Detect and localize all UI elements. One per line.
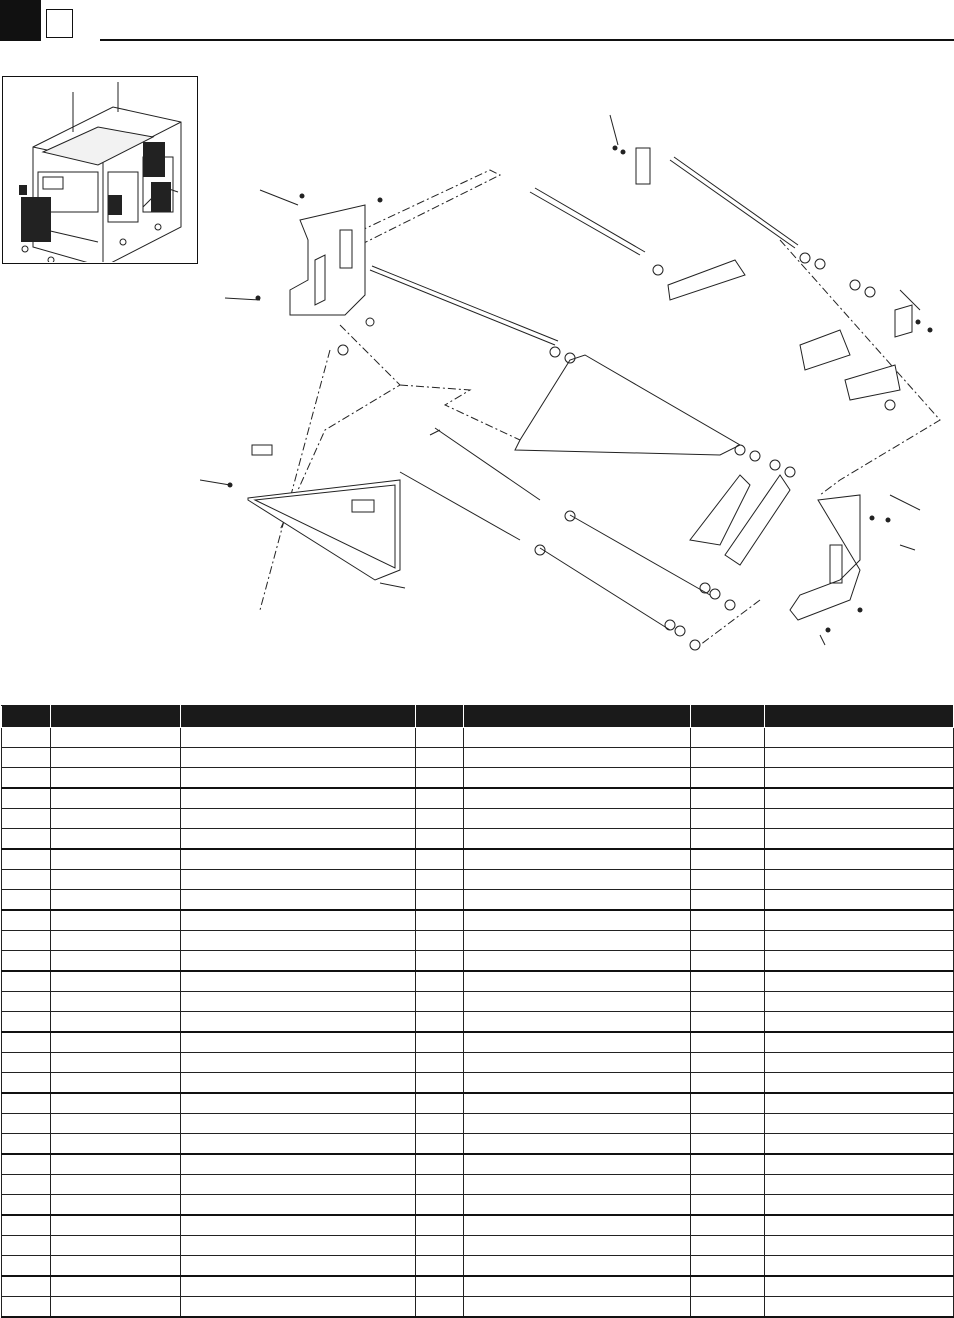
table-cell	[2, 1256, 51, 1277]
table-cell	[765, 1134, 954, 1155]
table-cell	[765, 992, 954, 1012]
table-cell	[181, 870, 416, 890]
machine-thumbnail	[2, 76, 198, 264]
table-cell	[2, 1134, 51, 1155]
table-cell	[416, 1195, 464, 1216]
table-cell	[2, 1154, 51, 1175]
table-cell	[765, 1236, 954, 1256]
table-cell	[464, 951, 691, 972]
table-cell	[691, 788, 765, 809]
table-cell	[464, 890, 691, 911]
table-cell	[765, 829, 954, 850]
table-cell	[51, 1297, 181, 1318]
table-cell	[691, 1073, 765, 1094]
table-cell	[51, 1073, 181, 1094]
table-cell	[416, 1297, 464, 1318]
table-cell	[765, 809, 954, 829]
table-cell	[765, 1114, 954, 1134]
table-cell	[691, 1154, 765, 1175]
table-cell	[765, 728, 954, 748]
table-cell	[416, 1032, 464, 1053]
table-cell	[416, 890, 464, 911]
table-cell	[416, 1134, 464, 1155]
table-cell	[691, 1134, 765, 1155]
table-cell	[691, 849, 765, 870]
table-row	[2, 1032, 954, 1053]
table-row	[2, 849, 954, 870]
table-cell	[51, 809, 181, 829]
table-cell	[416, 992, 464, 1012]
table-cell	[691, 809, 765, 829]
column-header	[181, 706, 416, 728]
table-cell	[416, 788, 464, 809]
table-cell	[765, 910, 954, 931]
table-row	[2, 809, 954, 829]
table-cell	[464, 768, 691, 789]
table-cell	[416, 951, 464, 972]
table-cell	[691, 829, 765, 850]
column-header	[2, 706, 51, 728]
parts-table-body	[2, 728, 954, 1318]
table-row	[2, 1073, 954, 1094]
table-cell	[464, 992, 691, 1012]
table-row	[2, 829, 954, 850]
table-cell	[691, 931, 765, 951]
table-cell	[181, 1134, 416, 1155]
table-cell	[464, 1073, 691, 1094]
table-cell	[2, 829, 51, 850]
table-cell	[691, 1215, 765, 1236]
table-row	[2, 971, 954, 992]
table-cell	[181, 829, 416, 850]
table-cell	[416, 1154, 464, 1175]
table-cell	[464, 1297, 691, 1318]
table-cell	[51, 971, 181, 992]
table-cell	[691, 1276, 765, 1297]
column-header	[464, 706, 691, 728]
table-cell	[2, 728, 51, 748]
table-cell	[51, 931, 181, 951]
table-cell	[2, 992, 51, 1012]
table-cell	[181, 768, 416, 789]
table-cell	[416, 1012, 464, 1033]
table-cell	[691, 1175, 765, 1195]
table-cell	[691, 1236, 765, 1256]
table-row	[2, 1154, 954, 1175]
table-row	[2, 1012, 954, 1033]
table-cell	[416, 829, 464, 850]
table-cell	[691, 971, 765, 992]
table-cell	[51, 1154, 181, 1175]
table-cell	[416, 931, 464, 951]
table-cell	[181, 931, 416, 951]
table-row	[2, 788, 954, 809]
table-cell	[2, 1175, 51, 1195]
table-cell	[181, 1032, 416, 1053]
table-cell	[464, 788, 691, 809]
table-cell	[2, 1114, 51, 1134]
table-cell	[691, 768, 765, 789]
table-row	[2, 768, 954, 789]
table-row	[2, 1256, 954, 1277]
table-row	[2, 890, 954, 911]
table-cell	[51, 768, 181, 789]
table-cell	[51, 870, 181, 890]
table-cell	[181, 1297, 416, 1318]
table-cell	[181, 788, 416, 809]
table-cell	[181, 1073, 416, 1094]
table-cell	[181, 1195, 416, 1216]
table-cell	[181, 1154, 416, 1175]
table-cell	[181, 728, 416, 748]
table-row	[2, 1297, 954, 1318]
table-cell	[464, 1053, 691, 1073]
table-cell	[416, 1175, 464, 1195]
table-cell	[2, 849, 51, 870]
table-cell	[2, 748, 51, 768]
table-cell	[51, 951, 181, 972]
column-header	[51, 706, 181, 728]
table-cell	[691, 870, 765, 890]
table-cell	[51, 1032, 181, 1053]
table-cell	[765, 748, 954, 768]
table-cell	[51, 890, 181, 911]
table-cell	[765, 849, 954, 870]
table-cell	[691, 1012, 765, 1033]
table-cell	[464, 1154, 691, 1175]
table-cell	[691, 1053, 765, 1073]
table-cell	[51, 1256, 181, 1277]
table-cell	[691, 1256, 765, 1277]
table-cell	[51, 728, 181, 748]
table-cell	[416, 1053, 464, 1073]
table-cell	[464, 1236, 691, 1256]
table-cell	[464, 1215, 691, 1236]
table-cell	[2, 1073, 51, 1094]
table-cell	[2, 971, 51, 992]
table-cell	[765, 1276, 954, 1297]
table-cell	[765, 890, 954, 911]
table-cell	[691, 1195, 765, 1216]
table-cell	[464, 1032, 691, 1053]
table-cell	[416, 1114, 464, 1134]
table-row	[2, 1215, 954, 1236]
table-cell	[181, 849, 416, 870]
table-cell	[464, 1114, 691, 1134]
column-header	[765, 706, 954, 728]
table-cell	[464, 809, 691, 829]
table-cell	[51, 1093, 181, 1114]
table-cell	[464, 971, 691, 992]
table-cell	[51, 1053, 181, 1073]
table-cell	[181, 992, 416, 1012]
table-cell	[765, 1215, 954, 1236]
table-cell	[51, 1175, 181, 1195]
table-cell	[691, 1297, 765, 1318]
table-cell	[2, 890, 51, 911]
table-cell	[181, 1175, 416, 1195]
table-cell	[464, 1134, 691, 1155]
table-row	[2, 931, 954, 951]
table-cell	[51, 788, 181, 809]
section-number-box	[46, 9, 73, 38]
table-cell	[691, 910, 765, 931]
table-cell	[181, 1215, 416, 1236]
table-row	[2, 992, 954, 1012]
table-cell	[2, 768, 51, 789]
table-cell	[181, 1114, 416, 1134]
table-cell	[765, 1256, 954, 1277]
table-row	[2, 1134, 954, 1155]
table-cell	[765, 951, 954, 972]
table-cell	[2, 951, 51, 972]
table-cell	[416, 1093, 464, 1114]
table-cell	[2, 870, 51, 890]
table-cell	[765, 870, 954, 890]
table-cell	[181, 951, 416, 972]
table-cell	[464, 748, 691, 768]
column-header	[691, 706, 765, 728]
table-cell	[181, 1012, 416, 1033]
table-cell	[2, 1297, 51, 1318]
table-cell	[416, 768, 464, 789]
table-row	[2, 748, 954, 768]
table-cell	[691, 748, 765, 768]
table-cell	[691, 1093, 765, 1114]
table-row	[2, 1093, 954, 1114]
table-cell	[765, 1154, 954, 1175]
table-cell	[464, 910, 691, 931]
table-cell	[691, 1032, 765, 1053]
table-cell	[765, 1195, 954, 1216]
table-cell	[464, 870, 691, 890]
table-cell	[181, 1093, 416, 1114]
table-cell	[51, 849, 181, 870]
table-cell	[181, 910, 416, 931]
table-cell	[416, 1215, 464, 1236]
table-cell	[464, 728, 691, 748]
table-row	[2, 870, 954, 890]
table-cell	[765, 1175, 954, 1195]
table-row	[2, 728, 954, 748]
table-cell	[51, 1215, 181, 1236]
table-cell	[51, 1114, 181, 1134]
table-cell	[2, 1215, 51, 1236]
table-row	[2, 910, 954, 931]
table-row	[2, 1276, 954, 1297]
table-cell	[2, 788, 51, 809]
table-row	[2, 951, 954, 972]
table-cell	[691, 1114, 765, 1134]
table-cell	[2, 1012, 51, 1033]
table-cell	[181, 1256, 416, 1277]
table-cell	[691, 992, 765, 1012]
table-cell	[416, 971, 464, 992]
table-cell	[2, 1093, 51, 1114]
table-cell	[765, 931, 954, 951]
table-cell	[51, 1276, 181, 1297]
table-cell	[691, 728, 765, 748]
table-cell	[416, 1236, 464, 1256]
column-header	[416, 706, 464, 728]
table-row	[2, 1195, 954, 1216]
table-cell	[416, 910, 464, 931]
table-cell	[416, 1256, 464, 1277]
table-cell	[765, 1073, 954, 1094]
table-cell	[464, 849, 691, 870]
table-cell	[691, 951, 765, 972]
table-cell	[765, 768, 954, 789]
parts-list-table	[1, 705, 954, 1318]
table-cell	[2, 1236, 51, 1256]
table-cell	[181, 1053, 416, 1073]
table-cell	[464, 1012, 691, 1033]
table-cell	[2, 931, 51, 951]
table-cell	[765, 1032, 954, 1053]
table-cell	[416, 748, 464, 768]
table-cell	[51, 992, 181, 1012]
table-cell	[2, 910, 51, 931]
table-cell	[51, 829, 181, 850]
table-cell	[765, 1297, 954, 1318]
table-cell	[464, 829, 691, 850]
table-cell	[181, 809, 416, 829]
table-cell	[464, 1276, 691, 1297]
table-cell	[181, 971, 416, 992]
table-cell	[765, 1093, 954, 1114]
table-cell	[181, 1276, 416, 1297]
table-cell	[416, 728, 464, 748]
table-cell	[2, 1032, 51, 1053]
table-row	[2, 1236, 954, 1256]
table-cell	[51, 1134, 181, 1155]
table-cell	[416, 870, 464, 890]
table-cell	[51, 1195, 181, 1216]
table-cell	[2, 1053, 51, 1073]
table-cell	[416, 1073, 464, 1094]
table-cell	[691, 890, 765, 911]
header-rule	[100, 39, 954, 41]
table-cell	[2, 809, 51, 829]
table-cell	[464, 931, 691, 951]
table-cell	[765, 971, 954, 992]
table-cell	[51, 1236, 181, 1256]
table-cell	[416, 1276, 464, 1297]
machine-overview-icon	[3, 77, 196, 262]
table-cell	[51, 910, 181, 931]
exploded-assembly-drawing	[200, 100, 954, 670]
table-cell	[464, 1093, 691, 1114]
table-cell	[181, 890, 416, 911]
table-row	[2, 1053, 954, 1073]
table-cell	[51, 748, 181, 768]
table-cell	[464, 1256, 691, 1277]
table-row	[2, 1114, 954, 1134]
table-cell	[51, 1012, 181, 1033]
table-cell	[765, 1012, 954, 1033]
table-cell	[765, 788, 954, 809]
table-cell	[464, 1195, 691, 1216]
table-cell	[181, 1236, 416, 1256]
table-cell	[181, 748, 416, 768]
table-cell	[464, 1175, 691, 1195]
table-cell	[416, 809, 464, 829]
table-cell	[416, 849, 464, 870]
table-cell	[765, 1053, 954, 1073]
table-row	[2, 1175, 954, 1195]
section-tab	[0, 0, 41, 41]
table-cell	[2, 1276, 51, 1297]
table-header-row	[2, 706, 954, 728]
table-cell	[2, 1195, 51, 1216]
